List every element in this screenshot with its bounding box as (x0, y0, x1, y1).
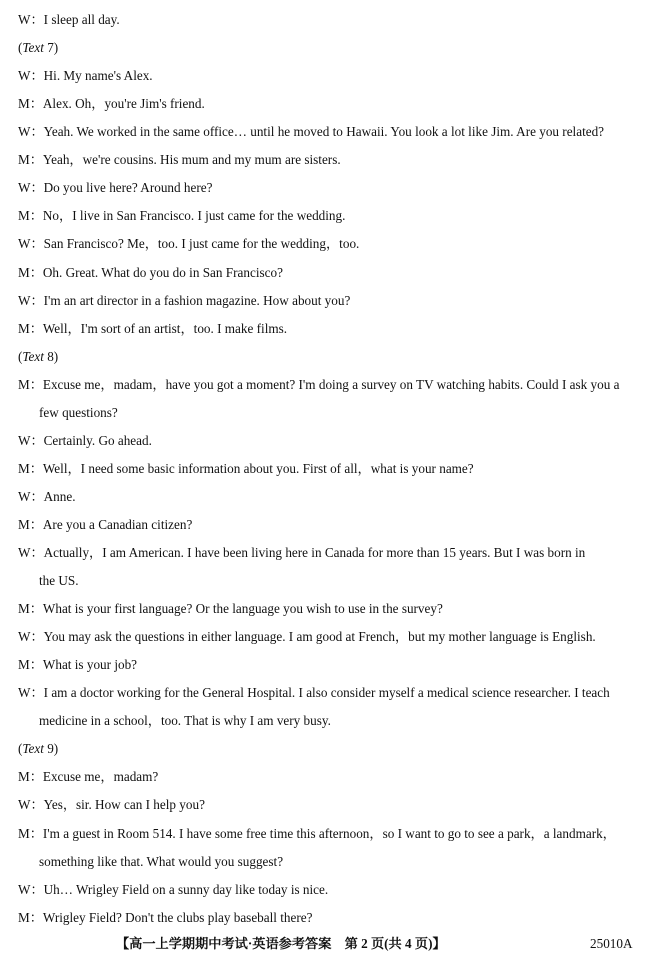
dialog-line-continuation: something like that. What would you suggest? (39, 853, 284, 869)
dialog-line: W：Actually，I am American. I have been living here in Canada for more than 15 years. But I was born in (18, 545, 586, 560)
dialog-line: W：Hi. My name's Alex. (18, 68, 153, 84)
dialog-line: M：Wrigley Field? Don't the clubs play baseball there? (18, 909, 313, 925)
dialog-line-continuation: few questions? (39, 404, 118, 420)
heading-number: 7) (43, 40, 59, 55)
heading-paren: ( (18, 40, 23, 55)
dialog-line: M：Excuse me，madam，have you got a moment? I'm doing a survey on TV watching habits. Could I ask you a (18, 376, 620, 392)
heading-label: Text (22, 40, 44, 55)
dialog-line: W：Anne. (18, 488, 76, 504)
dialog-line: M：Alex. Oh，you're Jim's friend. (18, 96, 205, 112)
dialog-line: W：Uh… Wrigley Field on a sunny day like today is nice. (18, 881, 329, 897)
section-heading (18, 39, 638, 57)
dialog-line: W：Do you live here? Around here? (18, 180, 213, 196)
dialog-line: M：Excuse me，madam? (18, 769, 159, 785)
dialog-line: M：No，I live in San Francisco. I just came for the wedding. (18, 208, 346, 224)
dialog-line: W：San Francisco? Me，too. I just came for the wedding，too. (18, 236, 360, 252)
heading-number: 8) (43, 348, 59, 364)
dialog-line: M：Well，I'm sort of an artist，too. I make films. (18, 320, 288, 336)
dialog-line: M：I'm a guest in Room 514. I have some free time this afternoon，so I want to go to see a park，a landmark， (18, 825, 616, 841)
heading-paren: ( (18, 741, 23, 757)
dialog-line: M：What is your first language? Or the language you wish to use in the survey? (18, 601, 443, 617)
heading-paren: ( (18, 348, 23, 364)
dialog-line-continuation: medicine in a school，too. That is why I am very busy. (39, 713, 331, 729)
dialog-line: W：I am a doctor working for the General Hospital. I also consider myself a medical science researcher. I teach (18, 685, 610, 701)
dialog-line: W：Yeah. We worked in the same office… until he moved to Hawaii. You look a lot like Jim. Are you related? (18, 124, 605, 140)
heading-number: 9) (43, 741, 59, 757)
heading-label: Text (22, 348, 44, 364)
dialog-line: M：Are you a Canadian citizen? (18, 516, 193, 532)
dialog-line: M：What is your job? (18, 657, 138, 673)
dialog-line: W：You may ask the questions in either language. I am good at French，but my mother language is English. (18, 629, 596, 645)
dialog-line: M：Oh. Great. What do you do in San Francisco? (18, 264, 283, 280)
dialog-line: M：Well，I need some basic information about you. First of all，what is your name? (18, 460, 474, 476)
dialog-line: W：I'm an art director in a fashion magazine. How about you? (18, 292, 351, 308)
footer-title: 【高一上学期期中考试·英语参考答案 第 2 页(共 4 页)】 (116, 936, 446, 951)
dialog-line: W：I sleep all day. (18, 12, 120, 27)
dialog-line: W：Certainly. Go ahead. (18, 432, 152, 448)
heading-label: Text (22, 741, 44, 757)
dialog-line: M：Yeah，we're cousins. His mum and my mum are sisters. (18, 152, 341, 168)
page-footer (0, 934, 648, 954)
section-heading (18, 348, 638, 366)
dialog-line-continuation: the US. (39, 573, 79, 588)
dialog-line: W：Yes，sir. How can I help you? (18, 797, 205, 813)
footer-code: 25010A (590, 936, 633, 951)
section-heading (18, 740, 638, 758)
